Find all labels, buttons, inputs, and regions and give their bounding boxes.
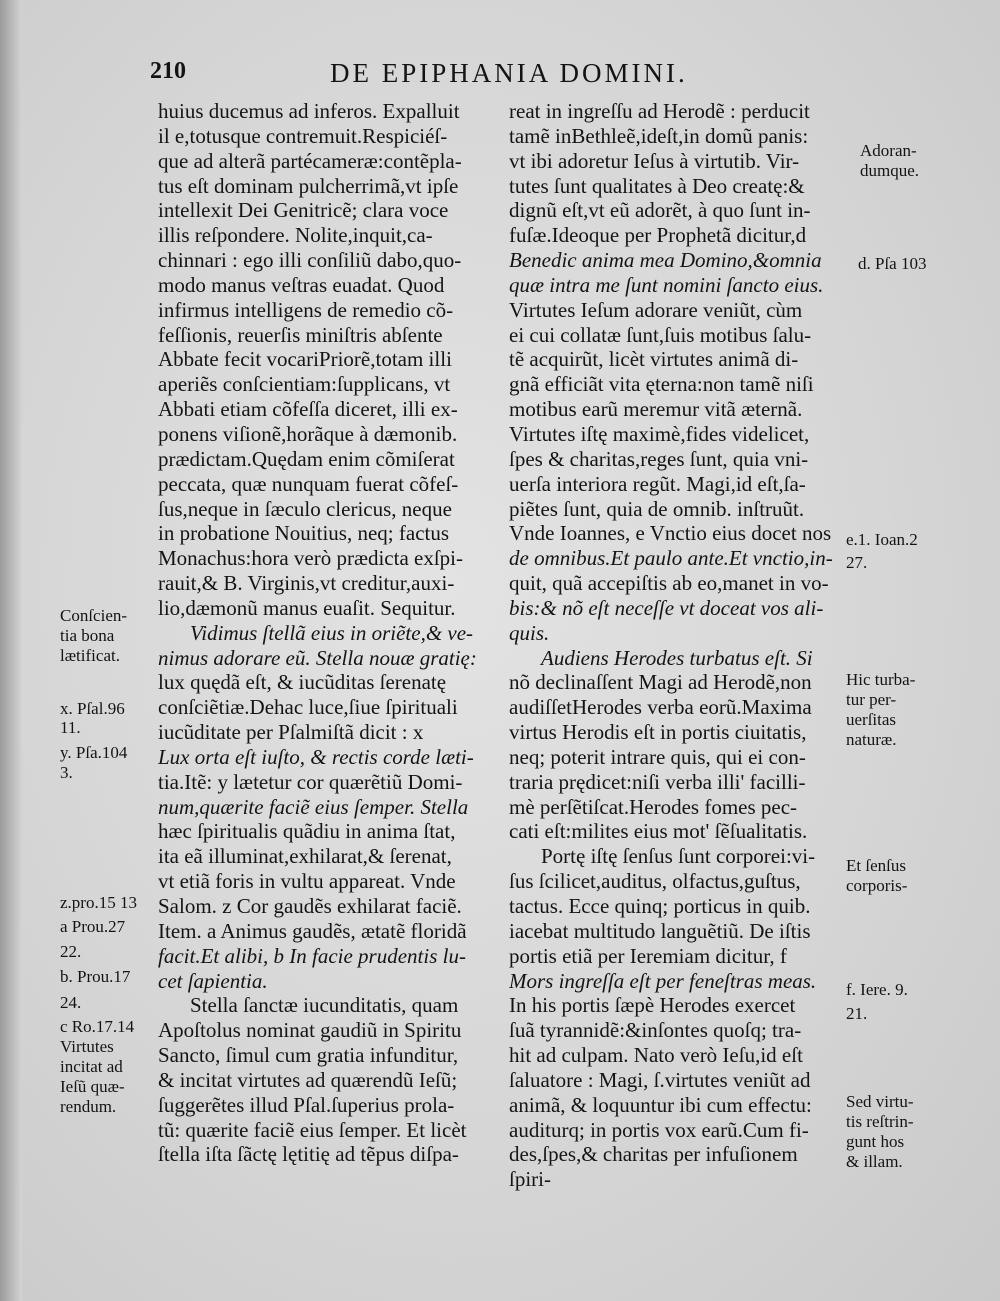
text-line: Item. a Animus gaudẽs, ætatẽ floridã bbox=[158, 918, 467, 943]
text-line: tia.Itẽ: y lætetur cor quærẽtiũ Domi- bbox=[158, 769, 463, 794]
text-line: conſciẽtiæ.Dehac luce,ſiue ſpirituali bbox=[158, 695, 458, 720]
margin-note: Conſcien- bbox=[60, 606, 128, 625]
text-line: ponens viſionẽ,horãque à dæmonib. bbox=[158, 421, 458, 446]
text-line: infirmus intelligens de remedio cõ- bbox=[158, 297, 454, 322]
text-line: dignũ eſt,vt eũ adorẽt, à quo ſunt in- bbox=[509, 198, 811, 223]
margin-note: uerſitas bbox=[846, 710, 897, 729]
text-line: Audiens Herodes turbatus eſt. Si bbox=[541, 645, 813, 670]
margin-note: 22. bbox=[60, 942, 82, 961]
text-line: vt ibi adoretur Ieſus à virtutib. Vir- bbox=[509, 148, 800, 173]
margin-note: c Ro.17.14 bbox=[60, 1017, 135, 1036]
running-header bbox=[150, 58, 910, 98]
text-line: Vidimus ſtellã eius in oriẽte,& ve- bbox=[190, 620, 474, 645]
text-line: facit.Et alibi, b In facie prudentis lu- bbox=[158, 943, 466, 968]
text-line: ſpiri- bbox=[509, 1167, 551, 1192]
margin-note: Sed virtu- bbox=[846, 1092, 914, 1111]
text-line: prædictam.Quędam enim cõmiſerat bbox=[158, 446, 455, 471]
margin-note: tia bona bbox=[60, 626, 115, 645]
text-line: Salom. z Cor gaudẽs exhilarat faciẽ. bbox=[158, 894, 462, 918]
margin-note: & illam. bbox=[846, 1152, 903, 1171]
margin-note: Adoran- bbox=[860, 141, 917, 160]
text-line: chinnari : ego illi conſiliũ dabo,quo- bbox=[158, 248, 462, 273]
text-line: Apoſtolus nominat gaudiũ in Spiritu bbox=[158, 1018, 462, 1043]
text-line: cet ſapientia. bbox=[158, 968, 268, 993]
text-line: Virtutes iſtę maximè,fides videlicet, bbox=[509, 421, 810, 446]
page-number: 210 bbox=[150, 58, 186, 84]
text-line: peccata, quæ nunquam fuerat cõfeſ- bbox=[158, 471, 459, 496]
margin-note: tur per- bbox=[846, 690, 897, 709]
text-line: In his portis ſæpè Herodes exercet bbox=[509, 993, 796, 1018]
text-line: que ad alterã partécameræ:contẽpla- bbox=[158, 148, 462, 173]
text-line: traria prędicet:niſi verba illi' facilli- bbox=[509, 769, 806, 794]
text-line: nimus adorare eũ. Stella nouæ gratię: bbox=[158, 645, 477, 670]
text-line: tactus. Ecce quinq; porticus in quib. bbox=[509, 894, 811, 918]
text-line: iacebat multitudo languẽtiũ. De iſtis bbox=[509, 918, 811, 943]
text-line: ſus,neque in ſæculo clericus, neque bbox=[158, 496, 452, 521]
text-line: bis:& nõ eſt neceſſe vt doceat vos ali- bbox=[509, 595, 824, 620]
text-line: aperiẽs conſcientiam:ſupplicans, vt bbox=[158, 372, 451, 397]
margin-note: z.pro.15 13 bbox=[60, 893, 137, 912]
margin-note: y. Pſa.104 bbox=[60, 743, 128, 762]
text-line: cati eſt:milites eius mot' ſẽſualitatis. bbox=[509, 819, 808, 844]
text-line: quis. bbox=[509, 620, 550, 645]
margin-note: 27. bbox=[846, 553, 868, 572]
margin-note: gunt hos bbox=[846, 1132, 905, 1151]
margin-note: lætificat. bbox=[60, 646, 120, 665]
text-line: auditurq; in portis vox earũ.Cum fi- bbox=[509, 1117, 809, 1142]
running-title: DE EPIPHANIA DOMINI. bbox=[330, 58, 688, 88]
text-line: num,quærite faciẽ eius ſemper. Stella bbox=[158, 794, 469, 819]
text-line: Stella ſanctæ iucunditatis, quam bbox=[190, 993, 459, 1018]
text-line: tamẽ inBethleẽ,ideſt,in domũ panis: bbox=[509, 123, 809, 148]
text-line: de omnibus.Et paulo ante.Et vnctio,in- bbox=[509, 546, 833, 571]
text-line: tus eſt dominam pulcherrimã,vt ipſe bbox=[158, 173, 459, 198]
text-line: tutes ſunt qualitates à Deo creatę:& bbox=[509, 173, 805, 198]
text-line: tũ: quærite faciẽ eius ſemper. Et licèt bbox=[158, 1117, 467, 1142]
text-line: Abbati etiam cõfeſſa diceret, illi ex- bbox=[158, 397, 458, 422]
text-line: illis reſpondere. Nolite,inquit,ca- bbox=[158, 223, 433, 248]
page-gutter-shadow bbox=[0, 0, 22, 1301]
margin-note: Hic turba- bbox=[846, 670, 916, 689]
text-line: fuſæ.Ideoque per Prophetã dicitur,d bbox=[509, 223, 807, 248]
margin-note: Virtutes bbox=[60, 1037, 114, 1056]
margin-note: corporis- bbox=[846, 876, 908, 895]
text-line: reat in ingreſſu ad Herodẽ : perducit bbox=[509, 99, 810, 123]
text-line: neq; poterit intrare quis, qui ei con- bbox=[509, 744, 806, 769]
margin-note: e.1. Ioan.2 bbox=[846, 530, 918, 549]
margin-note: f. Iere. 9. bbox=[846, 980, 908, 999]
text-line: ita eã illuminat,exhilarat,& ſerenat, bbox=[158, 844, 452, 869]
text-line: feſſionis, reuerſis miniſtris abſente bbox=[158, 322, 443, 347]
text-line: ſaluatore : Magi, ſ.virtutes veniũt ad bbox=[509, 1067, 811, 1092]
text-line: mè perſẽtiſcat.Herodes fomes pec- bbox=[509, 794, 798, 819]
text-line: virtus Herodis eſt in portis ciuitatis, bbox=[509, 720, 807, 745]
margin-note: d. Pſa 103 bbox=[858, 254, 927, 273]
text-line: Benedic anima mea Domino,&omnia bbox=[509, 248, 822, 273]
text-line: tẽ acquirũt, licèt virtutes animã di- bbox=[509, 347, 799, 372]
left-text-column bbox=[158, 99, 493, 1167]
text-line: lux quędã eſt, & iucũditas ſerenatę bbox=[158, 670, 447, 695]
text-line: Monachus:hora verò prædicta exſpi- bbox=[158, 546, 463, 571]
text-line: hæc ſpiritualis quãdiu in anima ſtat, bbox=[158, 819, 456, 844]
text-line: ſuã tyrannidẽ:&inſontes quoſq; tra- bbox=[509, 1018, 802, 1043]
text-line: audiſſetHerodes verba eorũ.Maxima bbox=[509, 695, 812, 720]
text-line: intellexit Dei Genitricẽ; clara voce bbox=[158, 198, 449, 223]
text-line: ſpes & charitas,reges ſunt, quia vni- bbox=[509, 446, 809, 471]
margin-note: Ieſũ quæ- bbox=[60, 1077, 125, 1096]
text-line: nõ declinaſſent Magi ad Herodẽ,non bbox=[509, 670, 812, 695]
text-line: hit ad culpam. Nato verò Ieſu,id eſt bbox=[509, 1043, 803, 1068]
text-line: in probatione Nouitius, neq; factus bbox=[158, 521, 450, 546]
margin-note: Et ſenſus bbox=[846, 856, 906, 875]
text-line: motibus earũ meremur vitã æternã. bbox=[509, 397, 803, 422]
margin-note: a Prou.27 bbox=[60, 917, 126, 936]
text-line: ſuggerẽtes illud Pſal.ſuperius prola- bbox=[158, 1092, 455, 1117]
margin-note: naturæ. bbox=[846, 730, 897, 749]
text-line: Virtutes Ieſum adorare veniũt, cùm bbox=[509, 297, 803, 322]
margin-note: 24. bbox=[60, 993, 82, 1012]
text-line: lio,dæmonũ manus euaſit. Sequitur. bbox=[158, 595, 456, 620]
text-line: des,ſpes,& charitas per infuſionem bbox=[509, 1142, 798, 1167]
margin-note: dumque. bbox=[860, 161, 920, 180]
text-line: gnã efficiãt vita ęterna:non tamẽ niſi bbox=[509, 372, 814, 397]
text-line: huius ducemus ad inferos. Expalluit bbox=[158, 99, 460, 123]
text-line: quit, quã accepiſtis ab eo,manet in vo- bbox=[509, 571, 829, 596]
margin-note: tis reſtrin- bbox=[846, 1112, 914, 1131]
margin-note: 3. bbox=[60, 763, 73, 782]
text-line: ſtella iſta ſãctę lętitię ad tẽpus diſpa- bbox=[158, 1142, 459, 1167]
text-line: ei cui collatæ ſunt,ſuis motibus ſalu- bbox=[509, 322, 812, 347]
margin-note: b. Prou.17 bbox=[60, 967, 131, 986]
margin-note: x. Pſal.96 bbox=[60, 699, 125, 718]
text-line: il e,totusque contremuit.Respiciéſ- bbox=[158, 123, 448, 148]
text-line: quæ intra me ſunt nomini ſancto eius. bbox=[509, 272, 824, 297]
text-line: Portę iſtę ſenſus ſunt corporei:vi- bbox=[541, 844, 816, 869]
text-line: Abbate fecit vocariPriorẽ,totam illi bbox=[158, 347, 452, 372]
text-line: vt etiã foris in vultu appareat. Vnde bbox=[158, 869, 456, 894]
text-line: Mors ingreſſa eſt per feneſtras meas. bbox=[509, 968, 817, 993]
margin-note: 21. bbox=[846, 1004, 868, 1023]
text-line: Vnde Ioannes, e Vnctio eius docet nos bbox=[509, 521, 832, 546]
text-line: modo manus veſtras euadat. Quod bbox=[158, 272, 445, 297]
text-line: uerſa interiora regũt. Magi,id eſt,ſa- bbox=[509, 471, 806, 496]
text-line: Lux orta eſt iuſto, & rectis corde læti- bbox=[158, 744, 474, 769]
text-line: animã, & loquuntur ibi cum effectu: bbox=[509, 1092, 812, 1117]
text-line: portis etiã per Ieremiam dicitur, f bbox=[509, 943, 787, 968]
text-line: rauit,& B. Virginis,vt creditur,auxi- bbox=[158, 571, 455, 596]
text-line: Sancto, ſimul cum gratia infunditur, bbox=[158, 1043, 459, 1068]
text-line: ſus ſcilicet,auditus, olfactus,guſtus, bbox=[509, 869, 801, 894]
margin-note: rendum. bbox=[60, 1097, 117, 1116]
right-text-column bbox=[509, 99, 844, 1192]
text-line: piẽtes ſunt, quia de omnib. inſtruũt. bbox=[509, 496, 805, 521]
text-line: & incitat virtutes ad quærendũ Ieſũ; bbox=[158, 1067, 458, 1092]
margin-note: incitat ad bbox=[60, 1057, 123, 1076]
text-line: iucũditate per Pſalmiſtã dicit : x bbox=[158, 720, 424, 745]
margin-note: 11. bbox=[60, 718, 81, 737]
